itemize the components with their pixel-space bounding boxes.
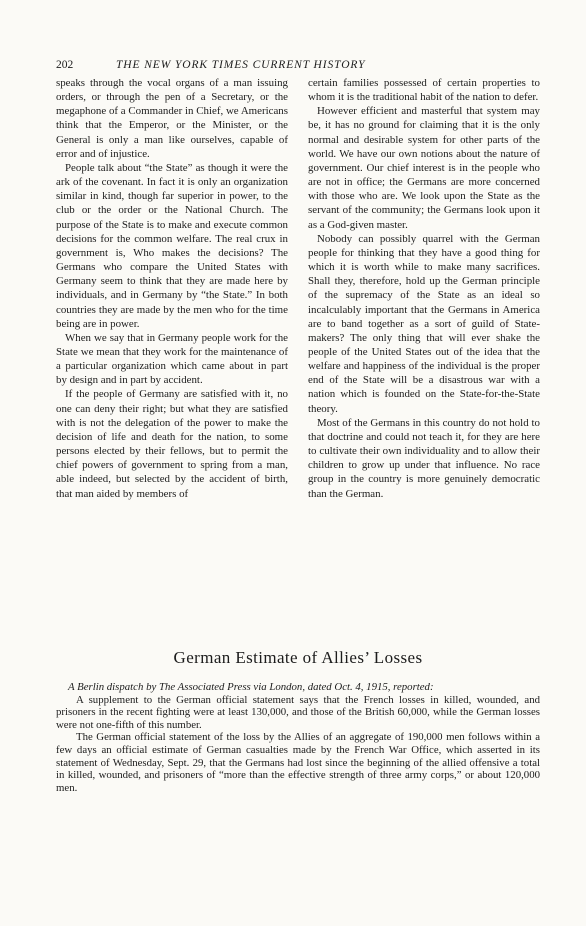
article-body (56, 681, 540, 794)
paragraph: Nobody can possibly quarrel with the German people for thinking that they have a good thing for which it is worth while to make many sacrifices. Shall they, therefore, hold up the German principle of the supremacy of the State as an ideal so incalculably important that the Germans in America are to band together as a sort of guild of State-makers? The only thing that will ever shake the people of the United States out of the idea that the welfare and happiness of the individual is the proper end of the State will be a disastrous war with a nation which is founded on the State-for-the-State theory. (308, 232, 540, 415)
article-paragraph: A supplement to the German official statement says that the French losses in killed, wounded, and prisoners in the recent fighting were at least 130,000, and those of the British 60,000, while the German losses were not one-fifth of this number. (56, 693, 540, 731)
article-intro: A Berlin dispatch by The Associated Press via London, dated Oct. 4, 1915, reported: (68, 681, 434, 693)
paragraph: Most of the Germans in this country do not hold to that doctrine and could not teach it, for they are here to cultivate their own individuality and to allow their children to grow up under that influence. No race group in the country is more genuinely democratic than the German. (308, 416, 540, 500)
paragraph: If the people of Germany are satisfied with it, no one can deny their right; but what they are satisfied with is not the delegation of the power to make the decision of life and death for the nation, to some persons elected by their fellows, but to permit the chief powers of government to spring from a man, able indeed, but selected by the accident of birth, that man aided by members of (56, 388, 288, 500)
article (56, 647, 540, 794)
two-column-text (56, 76, 540, 501)
running-title: THE NEW YORK TIMES CURRENT HISTORY (116, 59, 366, 71)
article-paragraph: The German official statement of the loss by the Allies of an aggregate of 190,000 men follows within a few days an official estimate of German casualties made by the French War Office, which asserted in its statement of Wednesday, Sept. 29, that the Germans had lost since the beginning of the allied offensive a total in killed, wounded, and prisoners of “more than the effective strength of three army corps,” or about 120,000 men. (56, 731, 540, 794)
right-column (308, 76, 540, 501)
paragraph: When we say that in Germany people work for the State we mean that they work for the maintenance of a particular organization which came about in part by design and in part by accident. (56, 331, 288, 387)
article-title: German Estimate of Allies’ Losses (173, 648, 423, 667)
left-column (56, 76, 288, 501)
paragraph: People talk about “the State” as though it were the ark of the covenant. In fact it is only an organization similar in kind, though far superior in power, to the club or the order or the National Church. The purpose of the State is to make and execute common decisions for the common welfare. The real crux in government is, Who makes the decisions? The Germans who compare the United States with Germany seem to think that they are made here by individuals, and in Germany by “the State.” In both countries they are made by the men who for the time being are in power. (56, 161, 288, 330)
page-header (56, 58, 526, 72)
page-number: 202 (56, 59, 74, 71)
paragraph: However efficient and masterful that system may be, it has no ground for claiming that it is the only normal and desirable system for other parts of the world. We have our own notions about the nature of government. Our chief interest is in the people who are not in office; the Germans are more concerned with those who are. We look upon the State as the servant of the community; the Germans look upon it as a God-given master. (308, 105, 540, 231)
paragraph: certain families possessed of certain properties to whom it is the traditional habit of the nation to defer. (308, 77, 540, 104)
paragraph: speaks through the vocal organs of a man issuing orders, or through the pen of a Secretary, or the megaphone of a Commander in Chief, we Americans think that the Emperor, or the Minister, or the General is only a man like ourselves, capable of error and of injustice. (56, 77, 288, 160)
